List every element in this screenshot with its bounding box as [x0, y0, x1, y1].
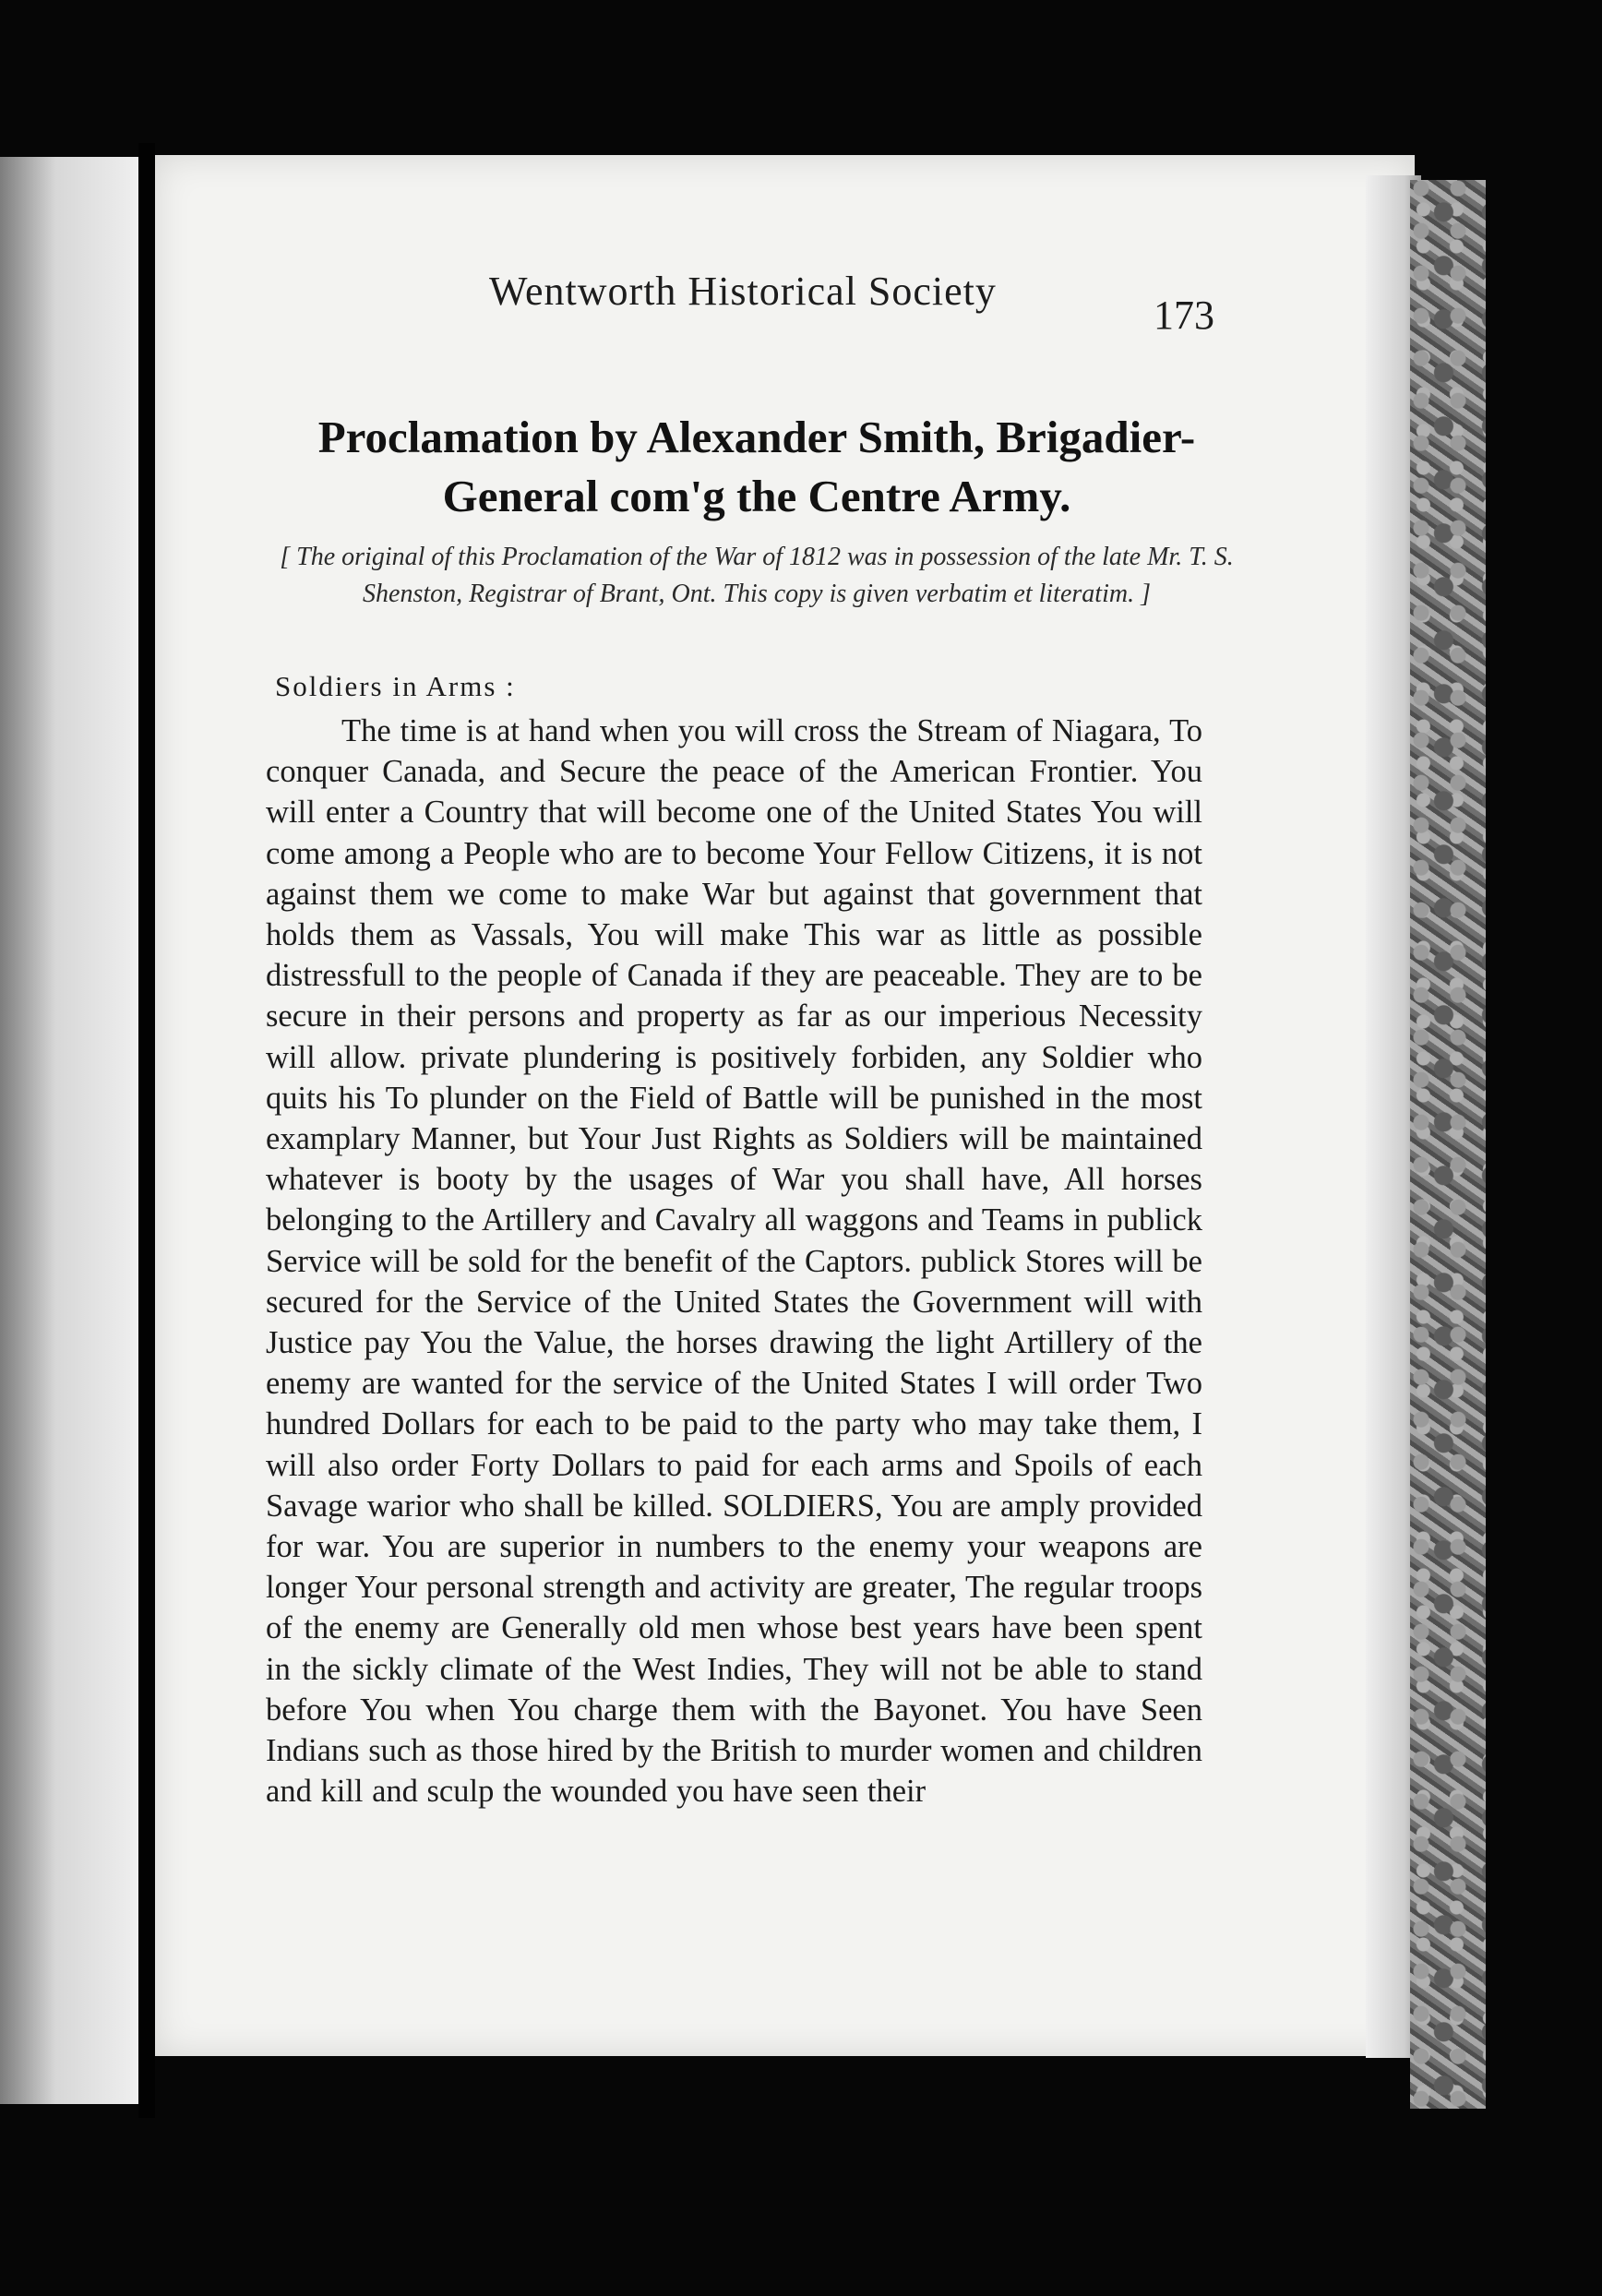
left-facing-page [0, 157, 138, 2104]
book-spine [138, 143, 155, 2118]
page-number: 173 [1154, 293, 1214, 338]
proclamation-body: The time is at hand when you will cross the Stream of Niagara, To conquer Canada, and Secure the peace of the American Frontier. You will enter a Country that will become one of the United States You will come among a People who are to become Your Fellow Citizens, it is not against them we come to make War but against that government that holds them as Vassals, You will make This war as little as possible distressfull to the people of Canada if they are peaceable. They are to be secure in their persons and property as far as our imperious Necessity will allow. private plundering is positively forbiden, any Soldier who quits his To plunder on the Field of Battle will be punished in the most examplary Manner, but Your Just Rights as Soldiers will be maintained whatever is booty by the usages of War you shall have, All horses belonging to the Artillery and Cavalry all waggons and Teams in publick Service will be sold for the benefit of the Captors. publick Stores will be secured for the Service of the United States the Government will with Justice pay You the Value, the horses drawing the light Artillery of the enemy are wanted for the service of the United States I will order Two hundred Dollars for each to be paid to the party who may take them, I will also order Forty Dollars to paid for each arms and Spoils of each Savage warior who shall be killed. SOLDIERS, You are amply provided for war. You are superior in numbers to the enemy your weapons are longer Your personal strength and activity are greater, The regular troops of the enemy are Generally old men whose best years have been spent in the sickly climate of the West Indies, They will not be able to stand before You when You charge them with the Bayonet. You have Seen Indians such as those hired by the British to murder women and children and kill and sculp the wounded you have seen their [266, 713, 1202, 1810]
salutation: Soldiers in Arms : [275, 670, 516, 702]
proclamation-title: Proclamation by Alexander Smith, Brigadier-General com'g the Centre Army. [317, 412, 1196, 521]
running-title: Wentworth Historical Society [489, 269, 997, 314]
marbled-cover [1410, 180, 1486, 2109]
running-head [489, 268, 1320, 341]
editorial-note: [ The original of this Proclamation of the War of 1812 was in possession of the late Mr. T. S. Shenston, Registrar of Brant, Ont. This copy is given verbatim et literatim. ] [280, 543, 1234, 608]
